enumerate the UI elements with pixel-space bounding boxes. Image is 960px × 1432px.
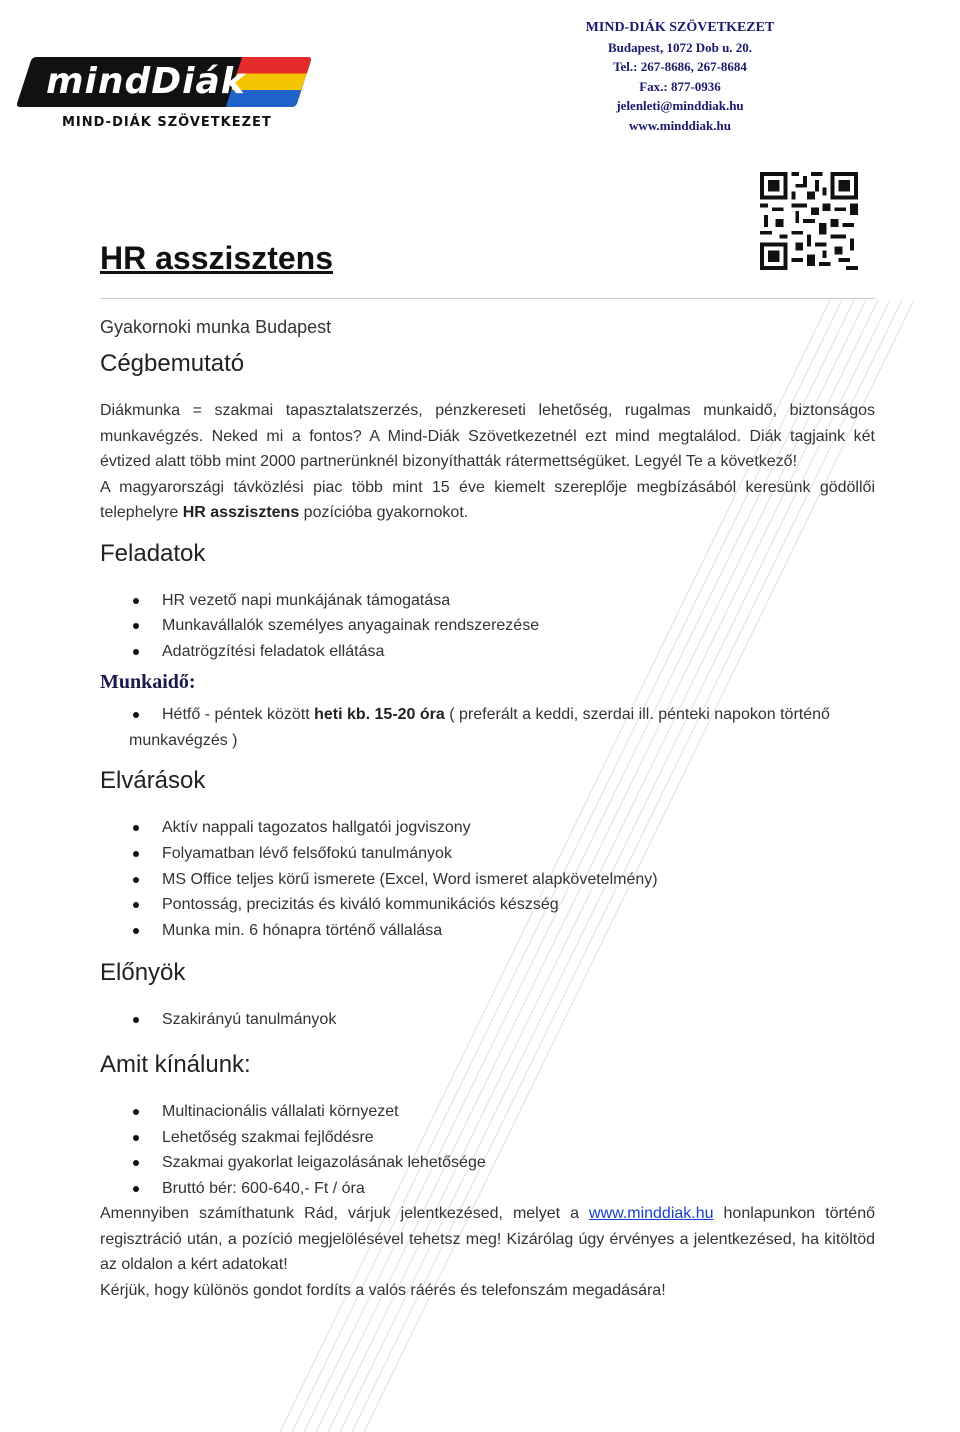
list-item: Folyamatban lévő felsőfokú tanulmányok	[100, 841, 875, 867]
offers-list	[100, 1099, 875, 1201]
closing-note: Kérjük, hogy különös gondot fordíts a valós ráérés és telefonszám megadására!	[100, 1281, 666, 1299]
list-item: HR vezető napi munkájának támogatása	[100, 588, 875, 614]
job-subtitle: Gyakornoki munka Budapest	[100, 317, 332, 337]
document-body	[100, 314, 875, 1303]
list-item: Multinacionális vállalati környezet	[100, 1099, 875, 1125]
list-item: Szakirányú tanulmányok	[100, 1007, 875, 1033]
list-item: Bruttó bér: 600-640,- Ft / óra	[100, 1176, 875, 1202]
list-item: Lehetőség szakmai fejlődésre	[100, 1125, 875, 1151]
contact-fax: Fax.: 877-0936	[639, 78, 721, 94]
list-item: Adatrögzítési feladatok ellátása	[100, 639, 875, 665]
list-item: Munka min. 6 hónapra történő vállalása	[100, 918, 875, 944]
section-heading-tasks: Feladatok	[100, 539, 206, 567]
tasks-list	[100, 588, 875, 665]
requirements-list	[100, 815, 875, 943]
list-item: Szakmai gyakorlat leigazolásának lehetősége	[100, 1150, 875, 1176]
section-heading-requirements: Elvárások	[100, 767, 206, 795]
section-heading-advantages: Előnyök	[100, 959, 186, 987]
advantages-list	[100, 1007, 875, 1033]
logo-mark-text: mindDiák	[46, 61, 246, 102]
list-item: Hétfő - péntek között heti kb. 15-20 óra ( preferált a keddi, szerdai ill. pénteki napokon történő	[100, 702, 875, 728]
intro-paragraph: Diákmunka = szakmai tapasztalatszerzés, pénzkereseti lehetőség, rugalmas munkaidő, biztonságos munkavégzés. Neked mi a fontos? A Mind-Diák Szövetkezetnél ezt mind megtalálod. Diák tagjaink két évtized alatt több mint 2000 partnerünknél bizonyíthatták rátermettségüket. Legyél Te a következő!	[100, 402, 875, 470]
section-heading-intro: Cégbemutató	[100, 350, 245, 377]
qr-code-icon[interactable]	[760, 172, 858, 270]
contact-address: Budapest, 1072 Dob u. 20.	[607, 39, 753, 55]
list-item: Aktív nappali tagozatos hallgatói jogviszony	[100, 815, 875, 841]
page-title: HR asszisztens	[100, 240, 333, 276]
section-heading-hours: Munkaidő:	[100, 671, 196, 694]
contact-web[interactable]: www.minddiak.hu	[629, 117, 731, 133]
contact-email[interactable]: jelenleti@minddiak.hu	[616, 98, 744, 113]
list-item: Munkavállalók személyes anyagainak rendszerezése	[100, 613, 875, 639]
company-logo	[24, 45, 309, 135]
list-item: MS Office teljes körű ismerete (Excel, Word ismeret alapkövetelmény)	[100, 867, 875, 893]
contact-tel: Tel.: 267-8686, 267-8684	[613, 59, 747, 74]
title-divider	[100, 298, 875, 299]
section-heading-offers: Amit kínálunk:	[100, 1051, 251, 1079]
hours-list	[100, 702, 875, 728]
contact-block	[560, 18, 800, 135]
hours-continuation: munkavégzés )	[129, 731, 238, 749]
logo-subtitle: MIND-DIÁK SZÖVETKEZET	[62, 115, 272, 130]
website-link[interactable]: www.minddiak.hu	[589, 1205, 714, 1223]
contact-org: MIND-DIÁK SZÖVETKEZET	[585, 20, 775, 35]
closing-paragraph: Amennyiben számíthatunk Rád, várjuk jelentkezésed, melyet a www.minddiak.hu honlapunkon történő regisztráció után, a pozíció megjelölésével tehetsz meg! Kizárólag úgy érvényes a jelentkezésed, ha kitöltöd az oldalon a kért adatokat!	[100, 1205, 876, 1274]
list-item: Pontosság, precizitás és kiváló kommunikációs készség	[100, 892, 875, 918]
intro-paragraph-2: A magyarországi távközlési piac több mint 15 éve kiemelt szereplője megbízásából keresünk gödöllői telephelyre HR asszisztens pozícióba gyakornokot.	[100, 478, 875, 521]
